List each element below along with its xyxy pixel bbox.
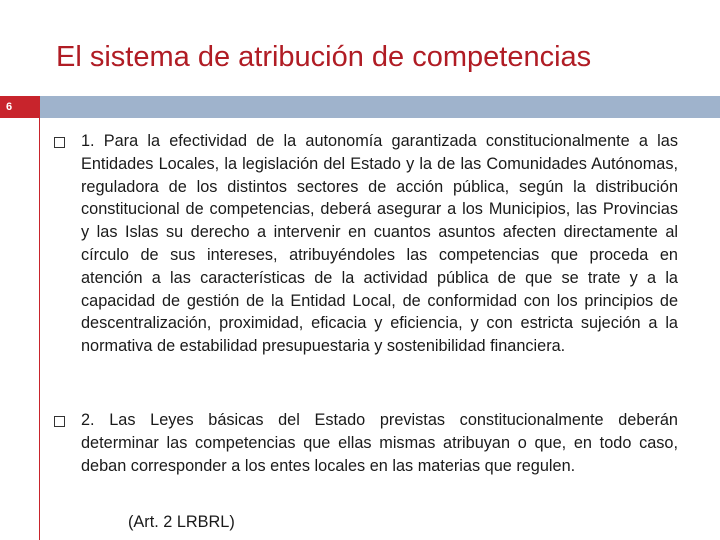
legal-citation: (Art. 2 LRBRL) [128, 513, 235, 531]
slide-title: El sistema de atribución de competencias [56, 41, 592, 73]
square-bullet-icon [54, 416, 65, 427]
square-bullet-icon [54, 137, 65, 148]
title-underline-bar [0, 96, 720, 118]
bullet-paragraph-2: 2. Las Leyes básicas del Estado previstas constitucionalmente deberán determinar las competencias que ellas mismas atribuyan o que, en todo caso, deban corresponder a los entes locales en las materias que regulen. [81, 411, 678, 475]
vertical-divider [39, 118, 40, 540]
bullet-paragraph-1: 1. Para la efectividad de la autonomía garantizada constitucionalmente a las Entidades Locales, la legislación del Estado y la de las Comunidades Autónomas, reguladora de los distintos sectores de acción pública, según la distribución constitucional de competencias, deberá asegurar a los Municipios, las Provincias y las Islas su derecho a intervenir en cuantos asuntos afecten directamente al círculo de sus intereses, atribuyéndoles las competencias que proceda en atención a las características de la actividad pública de que se trate y a la capacidad de gestión de la Entidad Local, de conformidad con los principios de descentralización, proximidad, eficacia y eficiencia, y con estricta sujeción a la normativa de estabilidad presupuestaria y sostenibilidad financiera. [81, 132, 678, 356]
page-number-badge: 6 [0, 96, 40, 118]
